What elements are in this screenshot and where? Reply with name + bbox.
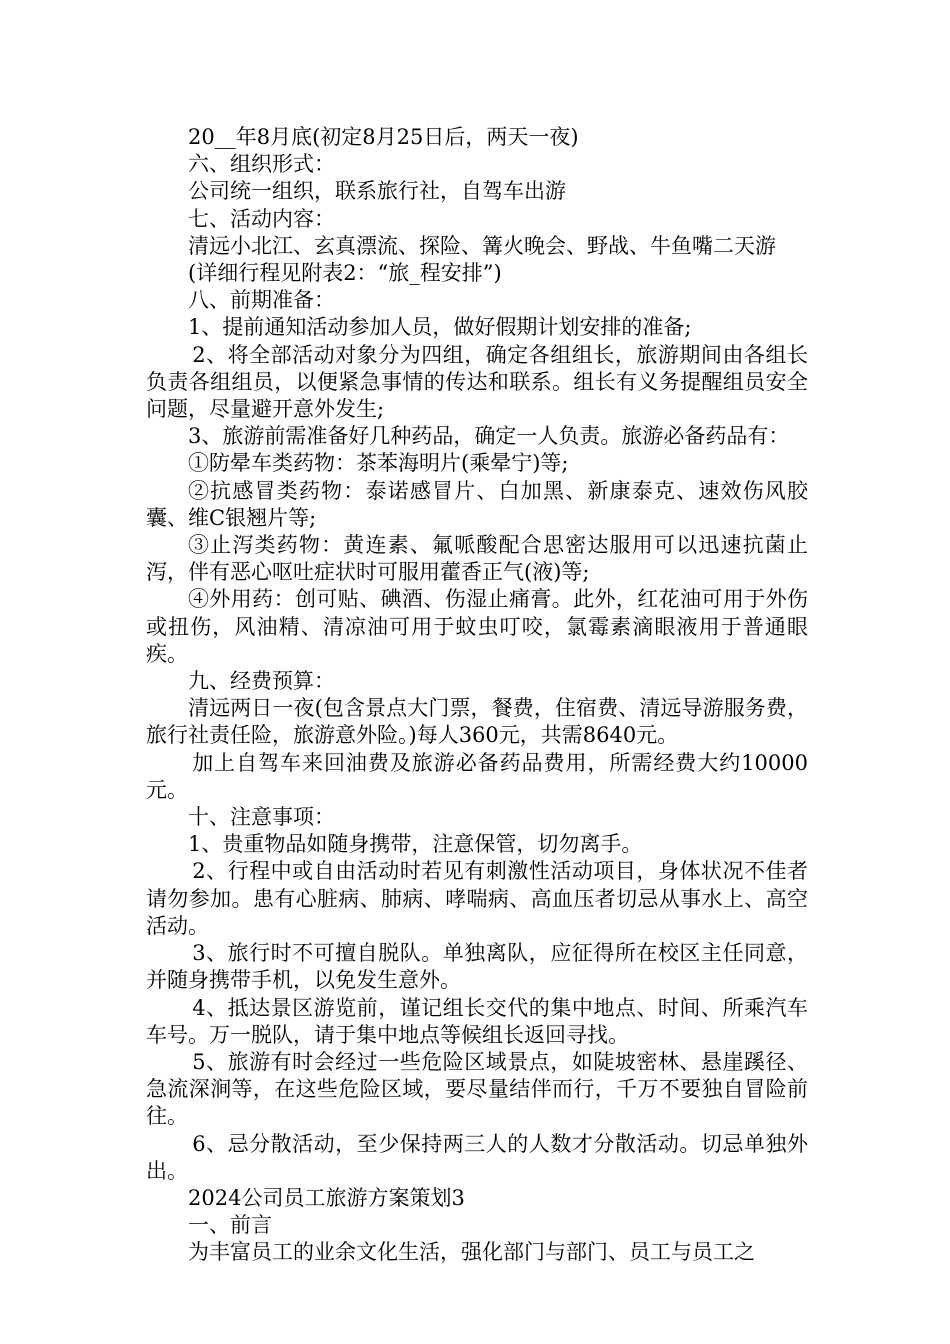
list-item: 1、提前通知活动参加人员，做好假期计划安排的准备; — [188, 315, 692, 340]
section-heading-preparation: 八、前期准备： — [188, 288, 335, 313]
list-item: ④外用药：创可贴、碘酒、伤湿止痛膏。此外，红花油可用于外伤或扭伤，风油精、清凉油可用于蚊虫叮咬，氯霉素滴眼液用于普通眼疾。 — [146, 587, 808, 666]
list-item: 4、抵达景区游览前，谨记组长交代的集中地点、时间、所乘汽车车号。万一脱队，请于集中地点等候组长返回寻找。 — [146, 995, 808, 1047]
section-heading-activities: 七、活动内容： — [188, 206, 335, 231]
section-heading-budget: 九、经费预算： — [188, 669, 335, 694]
list-item: 3、旅游前需准备好几种药品，确定一人负责。旅游必备药品有： — [188, 424, 790, 449]
list-item: 6、忌分散活动，至少保持两三人的人数才分散活动。切忌单独外出。 — [146, 1131, 808, 1183]
paragraph: 为丰富员工的业余文化生活，强化部门与部门、员工与员工之 — [188, 1240, 755, 1265]
list-item: ③止泻类药物：黄连素、氟哌酸配合思密达服用可以迅速抗菌止泻，伴有恶心呕吐症状时可服用藿香正气(液)等; — [146, 533, 808, 585]
date-line: 20__年8月底(初定8月25日后，两天一夜) — [188, 125, 579, 149]
section-heading-notes: 十、注意事项： — [188, 805, 335, 830]
list-item: ①防晕车类药物：茶苯海明片(乘晕宁)等; — [188, 451, 569, 476]
list-item: ②抗感冒类药物：泰诺感冒片、白加黑、新康泰克、速效伤风胶囊、维C银翘片等; — [146, 478, 808, 530]
list-item: 3、旅行时不可擅自脱队。单独离队，应征得所在校区主任同意，并随身携带手机，以免发生意外。 — [146, 941, 808, 993]
paragraph: 清远小北江、玄真漂流、探险、篝火晚会、野战、牛鱼嘴二天游 — [188, 233, 776, 258]
list-item: 2、行程中或自由活动时若见有刺激性活动项目，身体状况不佳者请勿参加。患有心脏病、肺病、哮喘病、高血压者切忌从事水上、高空活动。 — [146, 859, 808, 938]
section-heading-preface: 一、前言 — [188, 1213, 272, 1238]
paragraph: 清远两日一夜(包含景点大门票，餐费，住宿费、清远导游服务费，旅行社责任险，旅游意外险。)每人360元，共需8640元。 — [146, 696, 808, 748]
section-heading-organization: 六、组织形式： — [188, 152, 335, 177]
list-item: 1、贵重物品如随身携带，注意保管，切勿离手。 — [188, 832, 643, 857]
paragraph: 加上自驾车来回油费及旅游必备药品费用，所需经费大约10000元。 — [146, 750, 808, 802]
document-title: 2024公司员工旅游方案策划3 — [188, 1185, 465, 1210]
paragraph: 公司统一组织，联系旅行社，自驾车出游 — [188, 179, 566, 204]
list-item: 2、将全部活动对象分为四组，确定各组组长，旅游期间由各组长负责各组组员，以便紧急事情的传达和联系。组长有义务提醒组员安全问题，尽量避开意外发生; — [146, 342, 808, 422]
paragraph: (详细行程见附表2：“旅_程安排”) — [188, 261, 502, 286]
document-body — [146, 124, 808, 1267]
list-item: 5、旅游有时会经过一些危险区域景点，如陡坡密林、悬崖蹊径、急流深涧等，在这些危险区域，要尽量结伴而行，千万不要独自冒险前往。 — [146, 1049, 808, 1129]
